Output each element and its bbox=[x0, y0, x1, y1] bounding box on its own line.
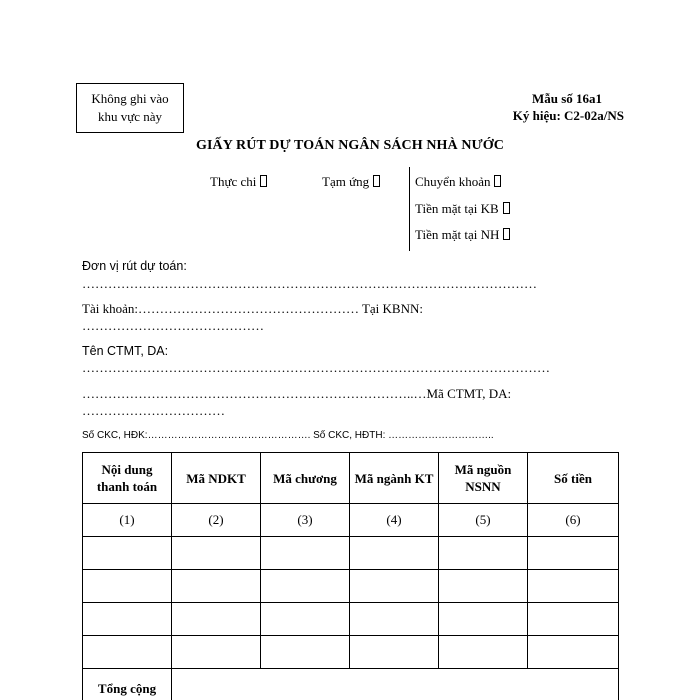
table-cell[interactable] bbox=[439, 636, 528, 669]
col-number-3: (3) bbox=[261, 504, 350, 537]
table-cell[interactable] bbox=[439, 570, 528, 603]
total-value-cell[interactable] bbox=[172, 669, 619, 700]
document-title: GIẤY RÚT DỰ TOÁN NGÂN SÁCH NHÀ NƯỚC bbox=[195, 138, 505, 153]
option-chuyen-khoan[interactable] bbox=[415, 174, 501, 190]
table-cell[interactable] bbox=[350, 636, 439, 669]
option-chuyen-khoan-label: Chuyển khoản bbox=[415, 174, 491, 189]
payment-table bbox=[82, 452, 619, 700]
options-divider bbox=[409, 167, 410, 251]
header-noi-dung: Nội dung thanh toán bbox=[83, 453, 172, 504]
ma-ctmt-field[interactable]: …………………………………………………………………..…Mã CTMT, DA: bbox=[82, 386, 512, 401]
table-cell[interactable] bbox=[83, 603, 172, 636]
option-thuc-chi-label: Thực chi bbox=[210, 174, 257, 189]
ma-ctmt-dots[interactable]: …………………………… bbox=[82, 403, 225, 418]
header-ma-chuong: Mã chương bbox=[261, 453, 350, 504]
table-cell[interactable] bbox=[261, 570, 350, 603]
table-cell[interactable] bbox=[350, 603, 439, 636]
ten-ctmt-label: Tên CTMT, DA: bbox=[82, 344, 169, 358]
table-cell[interactable] bbox=[172, 603, 261, 636]
col-number-1: (1) bbox=[83, 504, 172, 537]
header-ma-nguon: Mã nguồn NSNN bbox=[439, 453, 528, 504]
table-cell[interactable] bbox=[172, 537, 261, 570]
table-cell[interactable] bbox=[528, 570, 619, 603]
table-cell[interactable] bbox=[528, 537, 619, 570]
table-cell[interactable] bbox=[439, 537, 528, 570]
col-number-6: (6) bbox=[528, 504, 619, 537]
option-tam-ung[interactable] bbox=[322, 174, 380, 190]
col-number-4: (4) bbox=[350, 504, 439, 537]
table-header-row bbox=[83, 453, 619, 504]
total-label: Tổng cộng bbox=[83, 669, 172, 700]
so-ckc-field[interactable]: Số CKC, HĐK:…………………………………………. Số CKC, HĐTH: ………………………….. bbox=[82, 430, 494, 441]
table-cell[interactable] bbox=[261, 537, 350, 570]
header-ma-ndkt: Mã NDKT bbox=[172, 453, 261, 504]
form-symbol: Ký hiệu: C2-02a/NS bbox=[512, 108, 624, 123]
table-total-row bbox=[83, 669, 619, 700]
form-code bbox=[512, 90, 624, 124]
table-cell[interactable] bbox=[83, 636, 172, 669]
checkbox-tien-mat-kb[interactable] bbox=[503, 202, 510, 214]
table-cell[interactable] bbox=[350, 537, 439, 570]
option-tien-mat-kb[interactable] bbox=[415, 201, 510, 217]
col-number-2: (2) bbox=[172, 504, 261, 537]
reserved-area-box bbox=[76, 83, 184, 133]
table-cell[interactable] bbox=[261, 636, 350, 669]
form-number: Mẫu số 16a1 bbox=[531, 91, 602, 106]
table-cell[interactable] bbox=[83, 537, 172, 570]
checkbox-thuc-chi[interactable] bbox=[260, 175, 267, 187]
table-row bbox=[83, 603, 619, 636]
tai-khoan-field[interactable]: Tài khoản:…………………………………………… Tại KBNN: bbox=[82, 301, 423, 316]
table-cell[interactable] bbox=[528, 636, 619, 669]
checkbox-tien-mat-nh[interactable] bbox=[503, 228, 510, 240]
table-cell[interactable] bbox=[439, 603, 528, 636]
table-cell[interactable] bbox=[528, 603, 619, 636]
table-cell[interactable] bbox=[172, 570, 261, 603]
don-vi-label: Đơn vị rút dự toán: bbox=[82, 259, 187, 273]
option-tam-ung-label: Tạm ứng bbox=[322, 174, 370, 189]
table-row bbox=[83, 636, 619, 669]
don-vi-field[interactable]: …………………………………………………………………………………………… bbox=[82, 276, 537, 291]
table-cell[interactable] bbox=[261, 603, 350, 636]
checkbox-chuyen-khoan[interactable] bbox=[494, 175, 501, 187]
reserved-area-line1: Không ghi vào bbox=[91, 91, 169, 106]
tai-kbnn-field[interactable]: …………………………………… bbox=[82, 318, 264, 333]
header-so-tien: Số tiền bbox=[528, 453, 619, 504]
header-ma-nganh-kt: Mã ngành KT bbox=[350, 453, 439, 504]
table-number-row bbox=[83, 504, 619, 537]
col-number-5: (5) bbox=[439, 504, 528, 537]
ten-ctmt-field[interactable]: ……………………………………………………………………………………………… bbox=[82, 360, 550, 375]
checkbox-tam-ung[interactable] bbox=[373, 175, 380, 187]
table-row bbox=[83, 570, 619, 603]
table-cell[interactable] bbox=[350, 570, 439, 603]
reserved-area-line2: khu vực này bbox=[97, 109, 163, 124]
option-tien-mat-nh-label: Tiền mặt tại NH bbox=[415, 227, 500, 242]
table-row bbox=[83, 537, 619, 570]
table-cell[interactable] bbox=[172, 636, 261, 669]
table-cell[interactable] bbox=[83, 570, 172, 603]
option-tien-mat-nh[interactable] bbox=[415, 227, 510, 243]
option-tien-mat-kb-label: Tiền mặt tại KB bbox=[415, 201, 499, 216]
option-thuc-chi[interactable] bbox=[210, 174, 267, 190]
